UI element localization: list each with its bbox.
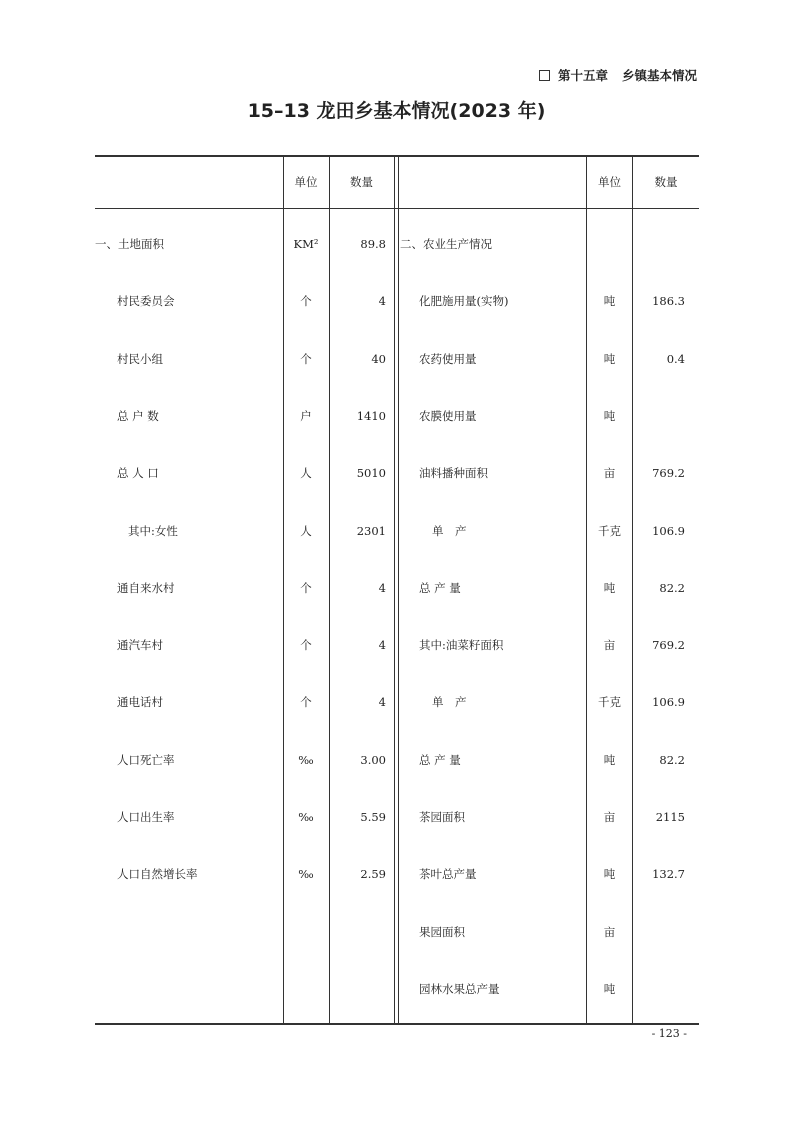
row-unit: 吨 — [603, 580, 616, 595]
row-label: 其中:油菜籽面积 — [419, 638, 504, 653]
table-header-rule — [95, 208, 699, 209]
row-unit: 个 — [300, 294, 312, 309]
page-title: 15–13 龙田乡基本情况(2023 年) — [247, 100, 546, 122]
row-unit: 千克 — [598, 695, 621, 710]
row-unit: 吨 — [603, 752, 616, 767]
row-label: 茶园面积 — [419, 810, 465, 824]
chapter-section: 乡镇基本情况 — [621, 68, 697, 83]
row-label: 一、土地面积 — [95, 237, 164, 251]
row-label: 油料播种面积 — [419, 466, 488, 481]
table-top-rule — [95, 155, 699, 157]
row-label: 农膜使用量 — [419, 408, 477, 423]
row-label: 茶叶总产量 — [419, 867, 477, 882]
row-unit: 户 — [300, 408, 312, 423]
row-unit: 吨 — [603, 408, 616, 423]
row-label: 二、农业生产情况 — [400, 237, 492, 251]
column-divider — [394, 155, 395, 1024]
row-value: 769.2 — [652, 466, 685, 481]
row-unit: 吨 — [603, 294, 616, 309]
row-label: 通电话村 — [117, 695, 163, 710]
row-value: 186.3 — [652, 294, 685, 309]
row-unit: ‰ — [298, 752, 314, 767]
row-value: 0.4 — [666, 351, 685, 366]
row-value: 3.00 — [360, 752, 386, 767]
row-unit: 个 — [300, 580, 312, 595]
row-value: 769.2 — [652, 638, 685, 653]
row-unit: 吨 — [603, 351, 616, 366]
row-label: 农药使用量 — [419, 351, 477, 366]
row-unit: 吨 — [603, 867, 616, 882]
chapter-header — [539, 66, 697, 84]
row-label: 通汽车村 — [117, 638, 163, 653]
row-value: 4 — [378, 294, 386, 309]
row-label: 总 户 数 — [117, 408, 159, 423]
chapter-number: 第十五章 — [557, 68, 608, 83]
row-value: 106.9 — [652, 523, 685, 538]
row-unit: 亩 — [603, 810, 616, 824]
row-label: 其中:女性 — [128, 523, 178, 538]
row-unit: ‰ — [298, 867, 314, 882]
row-unit: ‰ — [298, 810, 314, 824]
table-bottom-rule — [95, 1023, 699, 1025]
row-value: 5010 — [356, 466, 386, 481]
row-unit: 个 — [300, 638, 312, 653]
row-value: 40 — [371, 351, 386, 366]
row-label: 人口死亡率 — [117, 752, 175, 767]
row-label: 村民委员会 — [117, 294, 175, 309]
row-value: 2115 — [655, 810, 685, 824]
column-header-unit: 单位 — [598, 175, 621, 189]
row-unit: 个 — [300, 695, 312, 710]
page-number: - 123 - — [651, 1027, 687, 1040]
row-unit: 千克 — [598, 523, 621, 538]
row-value: 1410 — [356, 408, 386, 423]
column-divider — [398, 155, 399, 1024]
row-value: 89.8 — [360, 237, 386, 251]
row-unit: 亩 — [603, 924, 616, 939]
row-unit: KM² — [293, 237, 319, 251]
row-value: 132.7 — [652, 867, 685, 882]
row-label: 人口自然增长率 — [117, 867, 198, 882]
row-label: 总 产 量 — [419, 752, 461, 767]
column-header-unit: 单位 — [294, 175, 318, 189]
row-value: 4 — [378, 638, 386, 653]
row-value: 106.9 — [652, 695, 685, 710]
row-label: 单 产 — [432, 523, 467, 538]
square-icon — [539, 70, 550, 81]
row-value: 2.59 — [360, 867, 386, 882]
row-label: 通自来水村 — [117, 580, 175, 595]
row-label: 果园面积 — [419, 924, 465, 939]
column-header-quantity: 数量 — [654, 175, 678, 189]
row-unit: 吨 — [603, 981, 616, 996]
row-unit: 人 — [300, 466, 312, 481]
row-value: 82.2 — [659, 580, 685, 595]
row-label: 化肥施用量(实物) — [419, 294, 509, 309]
row-value: 5.59 — [360, 810, 386, 824]
row-unit: 人 — [300, 523, 312, 538]
row-unit: 个 — [300, 351, 312, 366]
row-label: 村民小组 — [117, 351, 163, 366]
row-value: 2301 — [356, 523, 386, 538]
row-unit: 亩 — [603, 638, 616, 653]
row-unit: 亩 — [603, 466, 616, 481]
row-label: 人口出生率 — [117, 810, 175, 824]
row-label: 总 产 量 — [419, 580, 461, 595]
row-label: 园林水果总产量 — [419, 981, 500, 996]
row-label: 总 人 口 — [117, 466, 159, 481]
row-value: 4 — [378, 580, 386, 595]
row-value: 4 — [378, 695, 386, 710]
column-header-quantity: 数量 — [350, 175, 373, 189]
row-label: 单 产 — [432, 695, 467, 710]
row-value: 82.2 — [659, 752, 685, 767]
